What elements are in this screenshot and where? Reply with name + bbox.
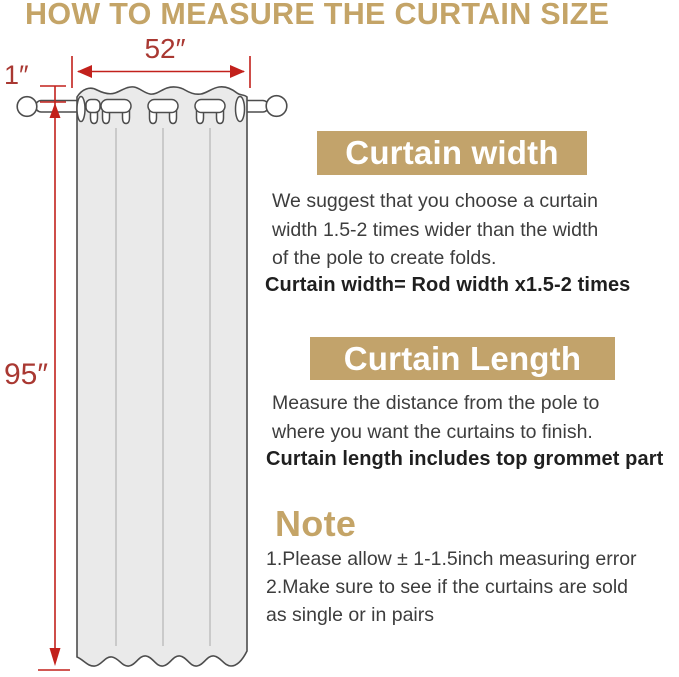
note-heading: Note xyxy=(275,503,357,544)
curtain-width-heading xyxy=(317,131,587,175)
curtain-length-heading-label: Curtain Length xyxy=(343,339,582,377)
curtain-width-heading-label: Curtain width xyxy=(345,134,559,171)
note-item: as single or in pairs xyxy=(266,604,434,626)
note-item: 2.Make sure to see if the curtains are sold xyxy=(266,576,629,598)
length-dimension-label: 95″ xyxy=(4,358,48,391)
text-line: We suggest that you choose a curtain xyxy=(272,190,598,212)
curtain-diagram xyxy=(0,0,310,677)
text-line: width 1.5-2 times wider than the width xyxy=(272,218,599,241)
curtain-length-heading xyxy=(310,337,615,380)
grommet-offset-dimension xyxy=(4,60,66,102)
text-line: Measure the distance from the pole to xyxy=(272,392,600,414)
note-item: 1.Please allow ± 1-1.5inch measuring error xyxy=(266,548,637,570)
curtain-width-formula: Curtain width= Rod width x1.5-2 times xyxy=(265,274,631,296)
curtain-panel xyxy=(77,87,247,666)
note-list xyxy=(266,545,637,629)
curtain-width-paragraph xyxy=(272,187,598,273)
arrowhead-down xyxy=(50,648,61,666)
arrowhead-left xyxy=(77,65,92,78)
text-line: where you want the curtains to finish. xyxy=(272,420,593,443)
text-line: of the pole to create folds. xyxy=(272,247,497,269)
grommet-offset-label: 1″ xyxy=(4,60,29,90)
width-dimension-label: 52″ xyxy=(144,33,186,64)
page-title: HOW TO MEASURE THE CURTAIN SIZE xyxy=(25,0,610,31)
rod-finial-right xyxy=(266,96,287,117)
width-dimension xyxy=(72,33,250,88)
curtain-length-paragraph xyxy=(272,389,599,446)
length-dimension xyxy=(4,86,70,670)
rod-finial-left xyxy=(17,97,37,117)
curtain-length-formula: Curtain length includes top grommet part xyxy=(266,448,664,470)
arrowhead-right xyxy=(230,65,245,78)
